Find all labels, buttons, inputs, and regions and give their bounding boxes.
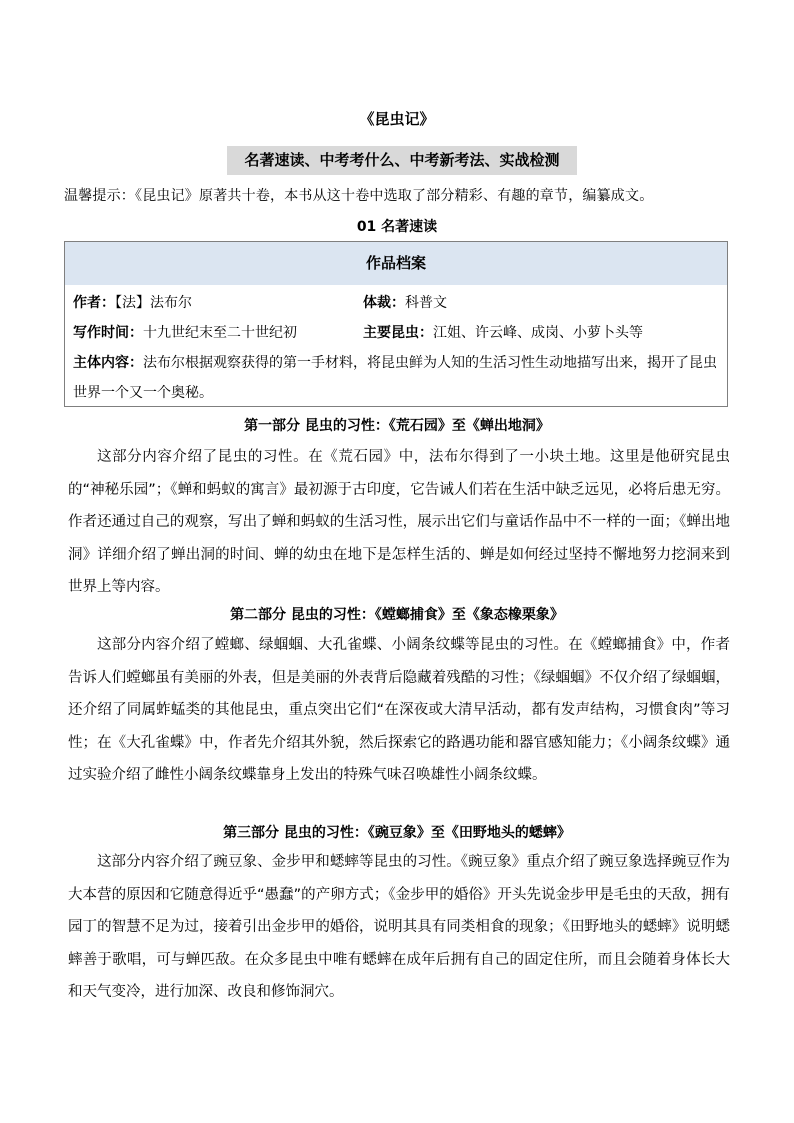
card-heading: 作品档案 bbox=[65, 242, 727, 285]
time-value: 十九世纪末至二十世纪初 bbox=[143, 325, 297, 341]
card-row-author-genre bbox=[73, 288, 719, 318]
part-heading: 第二部分 昆虫的习性：《螳螂捕食》至《象态橡栗象》 bbox=[230, 607, 564, 623]
time-field bbox=[73, 318, 363, 348]
author-field bbox=[73, 288, 363, 318]
insects-value: 江姐、许云峰、成岗、小萝卜头等 bbox=[433, 325, 643, 341]
insects-label: 主要昆虫： bbox=[363, 325, 433, 341]
section-label: 01 名著速读 bbox=[356, 219, 438, 235]
author-value: 【法】法布尔 bbox=[115, 295, 192, 311]
part-paragraph: 这部分内容介绍了昆虫的习性。在《荒石园》中，法布尔得到了一小块土地。这里是他研究昆虫的“神秘乐园”；《蝉和蚂蚁的寓言》最初源于古印度，它告诫人们若在生活中缺乏远见，必将后患无穷。作者还通过自己的观察，写出了蝉和蚂蚁的生活习性，展示出它们与童话作品中不一样的一面；《蝉出地洞》详细介绍了蝉出洞的时间、蝉的幼虫在地下是怎样生活的、蝉是如何经过坚持不懈地努力挖洞来到世界上等内容。 bbox=[68, 449, 730, 595]
content-value: 法布尔根据观察获得的第一手材料，将昆虫鲜为人知的生活习性生动地描写出来，揭开了昆虫世界一个又一个奥秘。 bbox=[73, 355, 717, 401]
main-content-field bbox=[73, 348, 719, 408]
genre-field bbox=[363, 288, 447, 318]
section-banner: 名著速读、中考考什么、中考新考法、实战检测 bbox=[227, 146, 577, 175]
insects-field bbox=[363, 318, 643, 348]
genre-value: 科普文 bbox=[405, 295, 447, 311]
part-paragraph: 这部分内容介绍了豌豆象、金步甲和蟋蟀等昆虫的习性。《豌豆象》重点介绍了豌豆象选择豌豆作为大本营的原因和它随意得近乎“愚蠢”的产卵方式；《金步甲的婚俗》开头先说金步甲是毛虫的天敌，拥有园丁的智慧不足为过，接着引出金步甲的婚俗，说明其具有同类相食的现象；《田野地头的蟋蟀》说明蟋蟀善于歌唱，可与蝉匹敌。在众多昆虫中唯有蟋蟀在成年后拥有自己的固定住所，而且会随着身体长大和天气变冷，进行加深、改良和修饰洞穴。 bbox=[68, 854, 730, 1000]
time-label: 写作时间： bbox=[73, 325, 143, 341]
author-label: 作者： bbox=[73, 295, 115, 311]
tip-text: 温馨提示：《昆虫记》原著共十卷，本书从这十卷中选取了部分精彩、有趣的章节，编纂成文。 bbox=[64, 188, 654, 204]
part-paragraph: 这部分内容介绍了螳螂、绿蝈蝈、大孔雀蝶、小阔条纹蝶等昆虫的习性。在《螳螂捕食》中，作者告诉人们螳螂虽有美丽的外表，但是美丽的外表背后隐藏着残酷的习性；《绿蝈蝈》不仅介绍了绿蝈蝈，还介绍了同属蚱蜢类的其他昆虫，重点突出它们“在深夜或大清早活动，都有发声结构，习惯食肉”等习性；在《大孔雀蝶》中，作者先介绍其外貌，然后探索它的路遇功能和器官感知能力；《小阔条纹蝶》通过实验介绍了雌性小阔条纹蝶靠身上发出的特殊气味召唤雄性小阔条纹蝶。 bbox=[68, 637, 730, 783]
card-body bbox=[65, 285, 727, 408]
part-heading: 第一部分 昆虫的习性：《荒石园》至《蝉出地洞》 bbox=[244, 418, 550, 434]
document-title: 《昆虫记》 bbox=[359, 110, 435, 128]
work-profile-card bbox=[64, 241, 728, 407]
part-heading: 第三部分 昆虫的习性：《豌豆象》至《田野地头的蟋蟀》 bbox=[223, 825, 571, 841]
card-row-time-insects bbox=[73, 318, 719, 348]
genre-label: 体裁： bbox=[363, 295, 405, 311]
content-label: 主体内容： bbox=[73, 355, 143, 371]
